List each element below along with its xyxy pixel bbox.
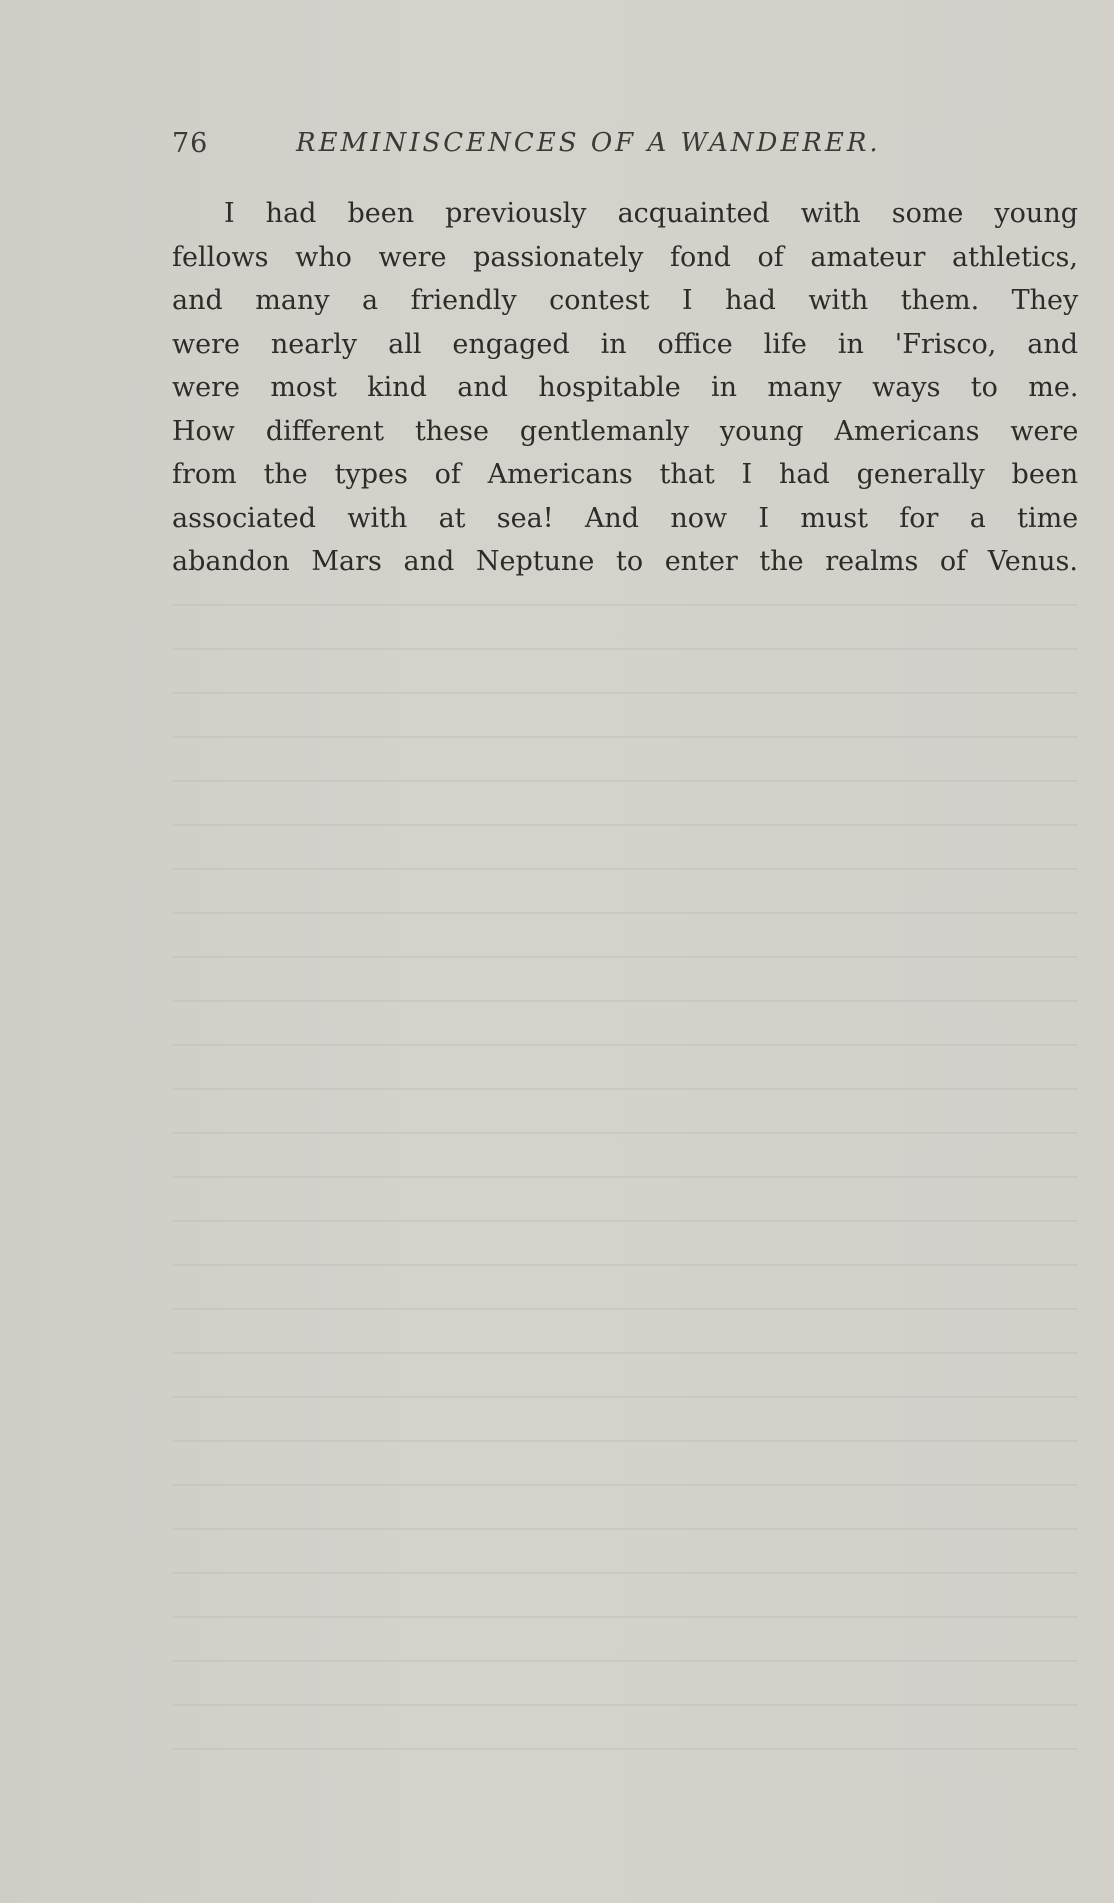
running-title: REMINISCENCES OF A WANDERER. bbox=[296, 128, 881, 158]
text-line: from the types of Americans that I had generally been bbox=[172, 459, 1079, 490]
text-line: fellows who were passionately fond of amateur athletics, bbox=[172, 241, 1078, 273]
text-line: abandon Mars and Neptune to enter the realms of Venus. bbox=[172, 546, 1078, 577]
running-head bbox=[172, 124, 1082, 164]
show-through-text bbox=[172, 580, 1078, 1760]
page-number: 76 bbox=[172, 128, 209, 159]
text-line: and many a friendly contest I had with them. They bbox=[172, 285, 1079, 316]
text-line: How different these gentlemanly young Americans were bbox=[172, 415, 1079, 447]
body-paragraph bbox=[172, 192, 1078, 584]
text-line: associated with at sea! And now I must for a time bbox=[172, 502, 1079, 534]
text-line: I had been previously acquainted with some young bbox=[224, 198, 1078, 229]
text-line: were nearly all engaged in office life in 'Frisco, and bbox=[172, 328, 1078, 360]
text-line: were most kind and hospitable in many ways to me. bbox=[172, 372, 1079, 403]
